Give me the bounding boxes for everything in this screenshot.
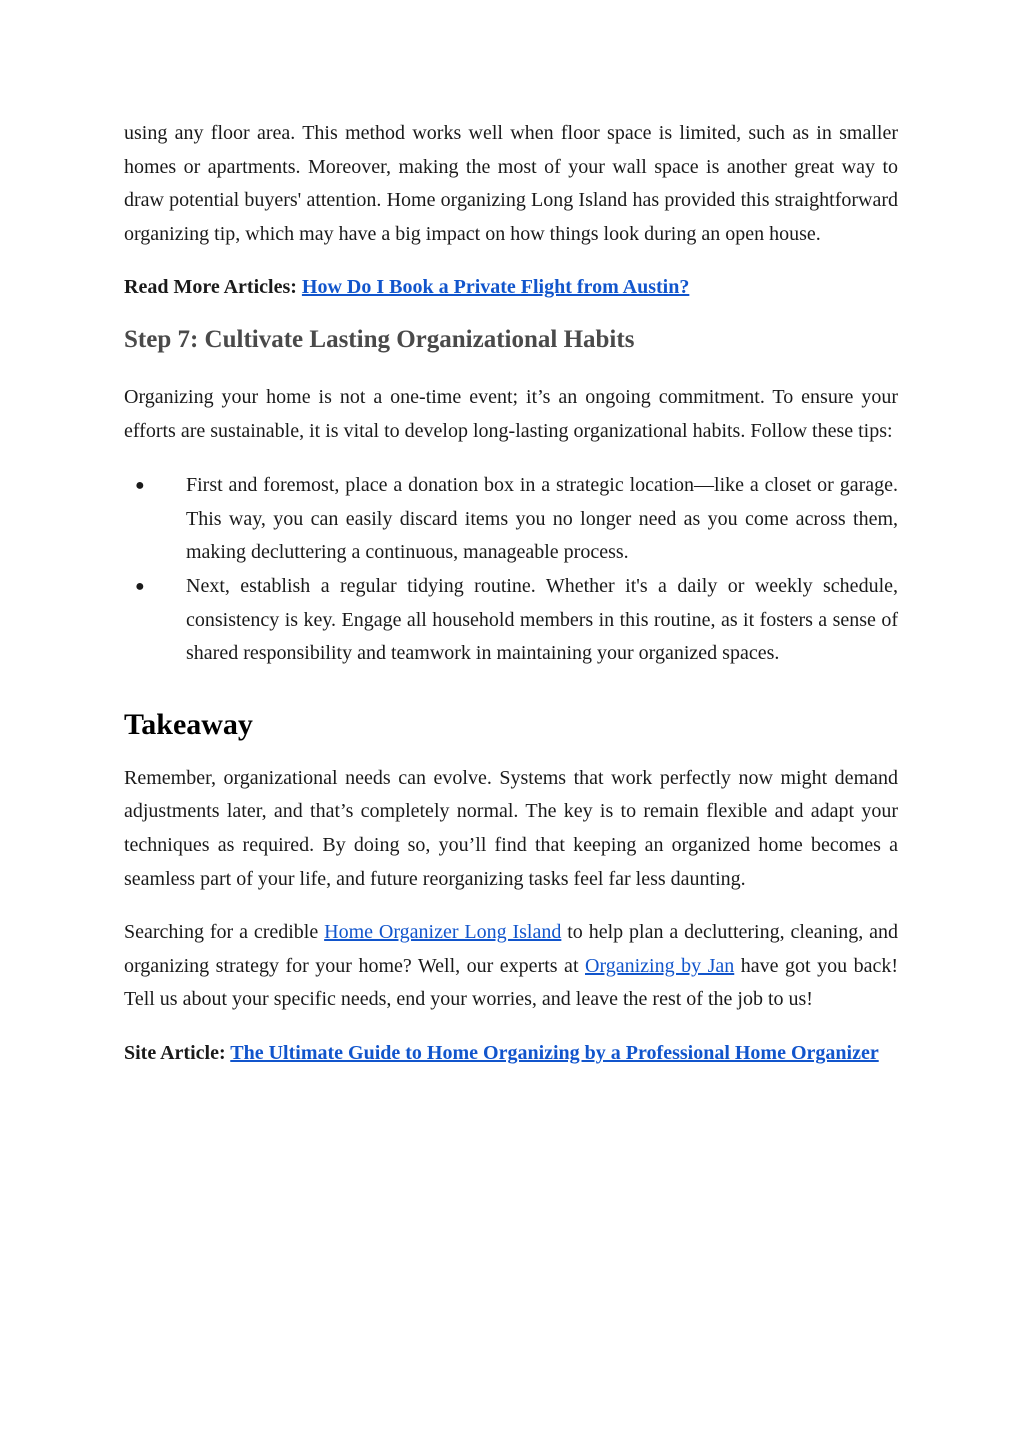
read-more-line: [124, 271, 898, 305]
takeaway-heading: Takeaway: [124, 707, 253, 741]
site-article-line: [124, 1037, 898, 1071]
document-page: [124, 0, 898, 1070]
organizing-by-jan-link[interactable]: Organizing by Jan: [585, 954, 735, 977]
read-more-link[interactable]: How Do I Book a Private Flight from Austin?: [301, 276, 690, 299]
site-article-link[interactable]: The Ultimate Guide to Home Organizing by a Professional Home Organizer: [230, 1041, 879, 1064]
list-item: [124, 570, 898, 671]
site-article-label: Site Article:: [124, 1041, 226, 1064]
list-item: [124, 469, 898, 570]
read-more-label: Read More Articles:: [124, 276, 297, 299]
bullet-icon: ●: [135, 477, 145, 495]
bullet-icon: ●: [135, 577, 145, 595]
search-text-1: Searching for a credible: [124, 921, 325, 944]
home-organizer-link[interactable]: Home Organizer Long Island: [324, 921, 562, 944]
intro-paragraph: using any floor area. This method works well when floor space is limited, such as in smaller homes or apartments. Moreover, making the most of your wall space is another great way to draw potential buyers' attention. Home organizing Long Island has provided this straightforward organizing tip, which may have a big impact on how things look during an open house.: [124, 122, 898, 245]
step-7-heading: Step 7: Cultivate Lasting Organizational Habits: [124, 325, 635, 353]
tip-text: First and foremost, place a donation box in a strategic location—like a closet or garage. This way, you can easily discard items you no longer need as you come across them, making decluttering a continuous, manageable process.: [186, 474, 898, 564]
step-7-paragraph: Organizing your home is not a one-time event; it’s an ongoing commitment. To ensure your efforts are sustainable, it is vital to develop long-lasting organizational habits. Follow these tips:: [124, 385, 898, 442]
search-text-3: have got you back! Tell us about your specific needs, end your worries, and leave the rest of the job to us!: [124, 954, 898, 1011]
takeaway-paragraph: Remember, organizational needs can evolve. Systems that work perfectly now might demand adjustments later, and that’s completely normal. The key is to remain flexible and adapt your techniques as required. By doing so, you’ll find that keeping an organized home becomes a seamless part of your life, and future reorganizing tasks feel far less daunting.: [124, 766, 898, 890]
search-text-2: to help plan a decluttering, cleaning, and organizing strategy for your home? Well, our experts at: [124, 921, 899, 977]
tip-text: Next, establish a regular tidying routine. Whether it's a daily or weekly schedule, consistency is key. Engage all household members in this routine, as it fosters a sense of shared responsibility and teamwork in maintaining your organized spaces.: [186, 574, 898, 665]
search-paragraph: [124, 916, 898, 1017]
tips-list: [124, 469, 898, 671]
